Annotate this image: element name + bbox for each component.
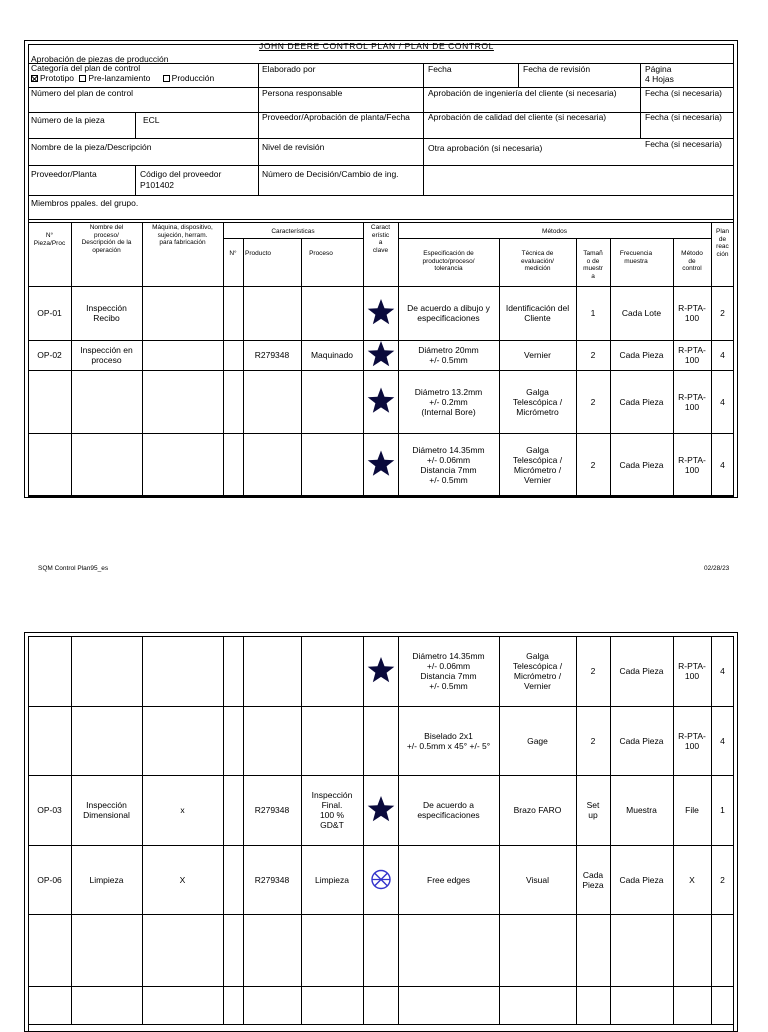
document-title: JOHN DEERE CONTROL PLAN / PLAN DE CONTROL: [259, 41, 494, 51]
page2-row-1-freq: Cada Pieza: [619, 666, 664, 676]
page1-row-4-technique: Galga Telescópica / Micrómetro / Vernier: [512, 444, 563, 485]
page2-row-3-size: Set up: [586, 800, 600, 820]
page1-row-2-freq: Cada Pieza: [619, 350, 664, 360]
production-checkbox[interactable]: [163, 75, 170, 82]
col-header-frequency: Frecuencia muestra: [619, 250, 653, 265]
category-label: Categoría del plan de control: [31, 63, 141, 73]
prelaunch-label: Pre-lanzamiento: [88, 73, 151, 83]
col-header-key-char: Caract erístic a clave: [370, 224, 391, 254]
page2-row-5-op: [28, 914, 71, 986]
page2-row-1-plan: 4: [720, 666, 725, 676]
quality-approval-label: Aprobación de calidad del cliente (si necesaria): [428, 112, 607, 122]
page1-row-1-freq: Cada Lote: [621, 308, 662, 318]
page1-row-3-control: R-PTA- 100: [678, 391, 706, 412]
page2-row-5-plan: [711, 914, 734, 986]
page2-row-5-name: [71, 914, 142, 986]
page2-row-2-product: [243, 706, 301, 775]
page1-row-1-technique: Identificación del Cliente: [505, 303, 570, 323]
date-label: Fecha: [428, 64, 452, 74]
footer-right: 02/28/23: [704, 565, 730, 572]
page1-row-2-size: 2: [590, 350, 596, 360]
page2-row-3-spec: De acuerdo a especificaciones: [417, 800, 480, 820]
page1-row-4-size: 2: [590, 459, 596, 470]
prelaunch-checkbox[interactable]: [79, 75, 86, 82]
decision-number-label: Número de Decisión/Cambio de ing.: [262, 169, 399, 179]
page2-row-1-machine: [142, 636, 223, 706]
key-characteristic-star-icon: [363, 775, 398, 845]
page2-row-2-freq: Cada Pieza: [619, 735, 664, 746]
supplier-code-value: P101402: [140, 180, 175, 190]
other-approval-label: Otra aprobación (si necesaria): [428, 143, 543, 153]
page1-row-3-technique: Galga Telescópica / Micrómetro: [512, 386, 563, 417]
page1-row-1-machine: [142, 286, 223, 340]
page1-row-3-product: [243, 370, 301, 433]
page2-row-3-process: Inspección Final. 100 % GD&T: [311, 790, 353, 830]
page1-row-2-name: Inspección en proceso: [80, 345, 133, 365]
col-header-reaction-plan: Plan de reac ción: [715, 228, 729, 258]
page2-row-3-machine: x: [180, 805, 185, 815]
responsible-label: Persona responsable: [262, 88, 343, 98]
page1-row-1-product: [243, 286, 301, 340]
col-header-control-method: Método de control: [681, 250, 703, 272]
page1-row-1-process: [301, 286, 363, 340]
supplier-plant-label: Proveedor/Planta: [31, 169, 97, 179]
col-header-methods: Métodos: [542, 228, 567, 235]
page2-row-2-process: [301, 706, 363, 775]
page2-row-5-control: [673, 914, 711, 986]
page2-row-6-size: [576, 986, 610, 1024]
page2-row-1-product: [243, 636, 301, 706]
page2-row-1-process: [301, 636, 363, 706]
page1-row-4-product: [243, 433, 301, 496]
col-header-machine: Máquina, dispositivo, sujeción, herram. para fabricación: [152, 224, 213, 246]
page1-row-3-freq: Cada Pieza: [619, 396, 664, 407]
page1-row-2-spec: Diámetro 20mm +/- 0.5mm: [418, 345, 479, 365]
date-if-needed-1: Fecha (si necesaria): [645, 88, 723, 98]
page2-row-2-control: R-PTA- 100: [678, 730, 706, 751]
col-header-sample-size: Tamañ o de muestr a: [583, 250, 603, 280]
page1-row-4-spec: Diámetro 14.35mm +/- 0.06mm Distancia 7mm +/- 0.5mm: [412, 444, 485, 485]
page2-row-4-process: Limpieza: [314, 874, 350, 885]
page1-row-1-name: Inspección Recibo: [86, 303, 127, 323]
revision-level-label: Nivel de revisión: [262, 142, 325, 152]
page2-row-6-plan: [711, 986, 734, 1024]
col-header-spec: Especificación de producto/proceso/ tolerancia: [422, 250, 475, 272]
col-header-char-product: Producto: [244, 250, 272, 257]
page1-row-1-control: R-PTA- 100: [678, 303, 706, 323]
page2-row-6-process: [301, 986, 363, 1024]
page2-row-5-spec: [398, 914, 499, 986]
col-header-technique: Técnica de evaluación/ medición: [521, 250, 554, 272]
page2-row-5-technique: [499, 914, 576, 986]
page-label: Página: [645, 64, 672, 74]
col-header-process-name: Nombre del proceso/ Descripción de la operación: [81, 224, 132, 254]
page2-row-4-name: Limpieza: [89, 874, 124, 885]
page2-row-3-control: File: [685, 805, 699, 815]
page1-row-4-op: [28, 433, 71, 496]
page2-row-5-process: [301, 914, 363, 986]
plan-number-label: Número del plan de control: [31, 88, 134, 98]
page2-row-5-freq: [610, 914, 673, 986]
page2-row-4-control: X: [689, 874, 695, 885]
page2-row-2-name: [71, 706, 142, 775]
page2-row-5-product: [243, 914, 301, 986]
page2-row-6-freq: [610, 986, 673, 1024]
page2-row-4-spec: Free edges: [427, 874, 470, 885]
page2-row-1-name: [71, 636, 142, 706]
page2-row-4-op: OP-06: [37, 874, 62, 885]
supplier-approval-label: Proveedor/Aprobación de planta/Fecha: [262, 112, 410, 122]
key-characteristic-cross-circle-icon: [363, 845, 398, 914]
page2-row-3-plan: 1: [720, 805, 725, 815]
page1-row-2-machine: [142, 340, 223, 370]
key-characteristic-star-icon: [363, 636, 398, 706]
prepared-by-label: Elaborado por: [262, 64, 316, 74]
part-number-label: Número de la pieza: [31, 115, 105, 125]
production-label: Producción: [171, 73, 215, 83]
page1-row-1-op: OP-01: [37, 308, 62, 318]
page1-row-1-size: 1: [590, 308, 596, 318]
page2-row-2-size: 2: [590, 735, 596, 746]
page1-row-3-size: 2: [590, 396, 596, 407]
page2-row-2-plan: 4: [720, 735, 725, 746]
page2-row-6-spec: [398, 986, 499, 1024]
page2-row-6-machine: [142, 986, 223, 1024]
page2-row-4-freq: Cada Pieza: [619, 874, 664, 885]
page1-row-4-name: [71, 433, 142, 496]
footer-left: SQM Control Plan95_es: [38, 565, 109, 572]
approval-label: Aprobación de piezas de producción: [31, 54, 169, 64]
prototype-label: Prototipo: [40, 73, 75, 83]
revision-date-label: Fecha de revisión: [523, 64, 591, 74]
page2-row-3-product: R279348: [254, 805, 290, 815]
date-if-needed-3: Fecha (si necesaria): [645, 139, 723, 149]
page1-row-3-name: [71, 370, 142, 433]
page1-row-2-product: R279348: [254, 350, 290, 360]
page1-row-4-plan: 4: [720, 459, 725, 470]
page1-row-4-machine: [142, 433, 223, 496]
page2-row-3-name: Inspección Dimensional: [83, 800, 130, 820]
page2-row-1-technique: Galga Telescópica / Micrómetro / Vernier: [512, 651, 563, 691]
page1-row-4-process: [301, 433, 363, 496]
part-name-label: Nombre de la pieza/Descripción: [31, 142, 152, 152]
page2-row-5-machine: [142, 914, 223, 986]
page1-row-2-process: Maquinado: [310, 350, 354, 360]
page2-row-4-technique: Visual: [526, 874, 549, 885]
page2-row-6-technique: [499, 986, 576, 1024]
page2-row-1-control: R-PTA- 100: [678, 661, 706, 681]
page1-row-2-technique: Vernier: [524, 350, 551, 360]
page1-row-2-control: R-PTA- 100: [678, 345, 706, 365]
page2-row-3-op: OP-03: [37, 805, 62, 815]
page2-row-5-size: [576, 914, 610, 986]
col-header-char-process: Proceso: [309, 250, 333, 257]
page1-row-3-op: [28, 370, 71, 433]
page2-row-3-freq: Muestra: [626, 805, 657, 815]
page1-row-3-machine: [142, 370, 223, 433]
supplier-code-label: Código del proveedor: [140, 169, 222, 179]
key-characteristic-star-icon: [363, 370, 398, 433]
page2-row-6-control: [673, 986, 711, 1024]
page1-row-4-control: R-PTA- 100: [678, 454, 706, 475]
page1-row-4-freq: Cada Pieza: [619, 459, 664, 470]
page1-row-3-plan: 4: [720, 396, 725, 407]
page2-row-2-technique: Gage: [527, 735, 548, 746]
page1-row-3-process: [301, 370, 363, 433]
category-options: [31, 73, 214, 83]
date-if-needed-2: Fecha (si necesaria): [645, 112, 723, 122]
page2-row-2-op: [28, 706, 71, 775]
page2-row-4-machine: X: [179, 874, 186, 885]
col-header-n-piece: N° Pieza/Proc: [33, 232, 66, 247]
page2-row-2-machine: [142, 706, 223, 775]
page2-row-4-plan: 2: [720, 874, 725, 885]
page2-row-1-spec: Diámetro 14.35mm +/- 0.06mm Distancia 7mm +/- 0.5mm: [412, 651, 485, 691]
col-header-char-n: N°: [229, 250, 237, 257]
page1-row-1-plan: 2: [720, 308, 725, 318]
page2-row-3-technique: Brazo FARO: [513, 805, 562, 815]
page2-row-2-spec: Biselado 2x1 +/- 0.5mm x 45° +/- 5°: [406, 730, 491, 751]
page1-row-3-spec: Diámetro 13.2mm +/- 0.2mm (Internal Bore): [414, 386, 483, 417]
page-value: 4 Hojas: [645, 74, 674, 84]
page2-row-4-product: R279348: [254, 874, 290, 885]
page2-row-6-product: [243, 986, 301, 1024]
key-characteristic-star-icon: [363, 286, 398, 340]
page1-row-1-spec: De acuerdo a dibujo y especificaciones: [407, 303, 490, 323]
eng-approval-label: Aprobación de ingeniería del cliente (si necesaria): [428, 88, 617, 98]
key-characteristic-star-icon: [363, 433, 398, 496]
page2-row-1-op: [28, 636, 71, 706]
part-number-value: ECL: [143, 115, 160, 125]
team-members-label: Miembros ppales. del grupo.: [31, 198, 139, 208]
key-characteristic-star-icon: [363, 340, 398, 370]
prototype-checkbox[interactable]: [31, 75, 38, 82]
page1-row-2-op: OP-02: [37, 350, 62, 360]
page2-row-6-name: [71, 986, 142, 1024]
page2-row-6-op: [28, 986, 71, 1024]
col-header-characteristics: Características: [271, 228, 315, 235]
page2-row-4-size: Cada Pieza: [582, 869, 604, 890]
page1-row-2-plan: 4: [720, 350, 725, 360]
page2-row-1-size: 2: [590, 666, 596, 676]
